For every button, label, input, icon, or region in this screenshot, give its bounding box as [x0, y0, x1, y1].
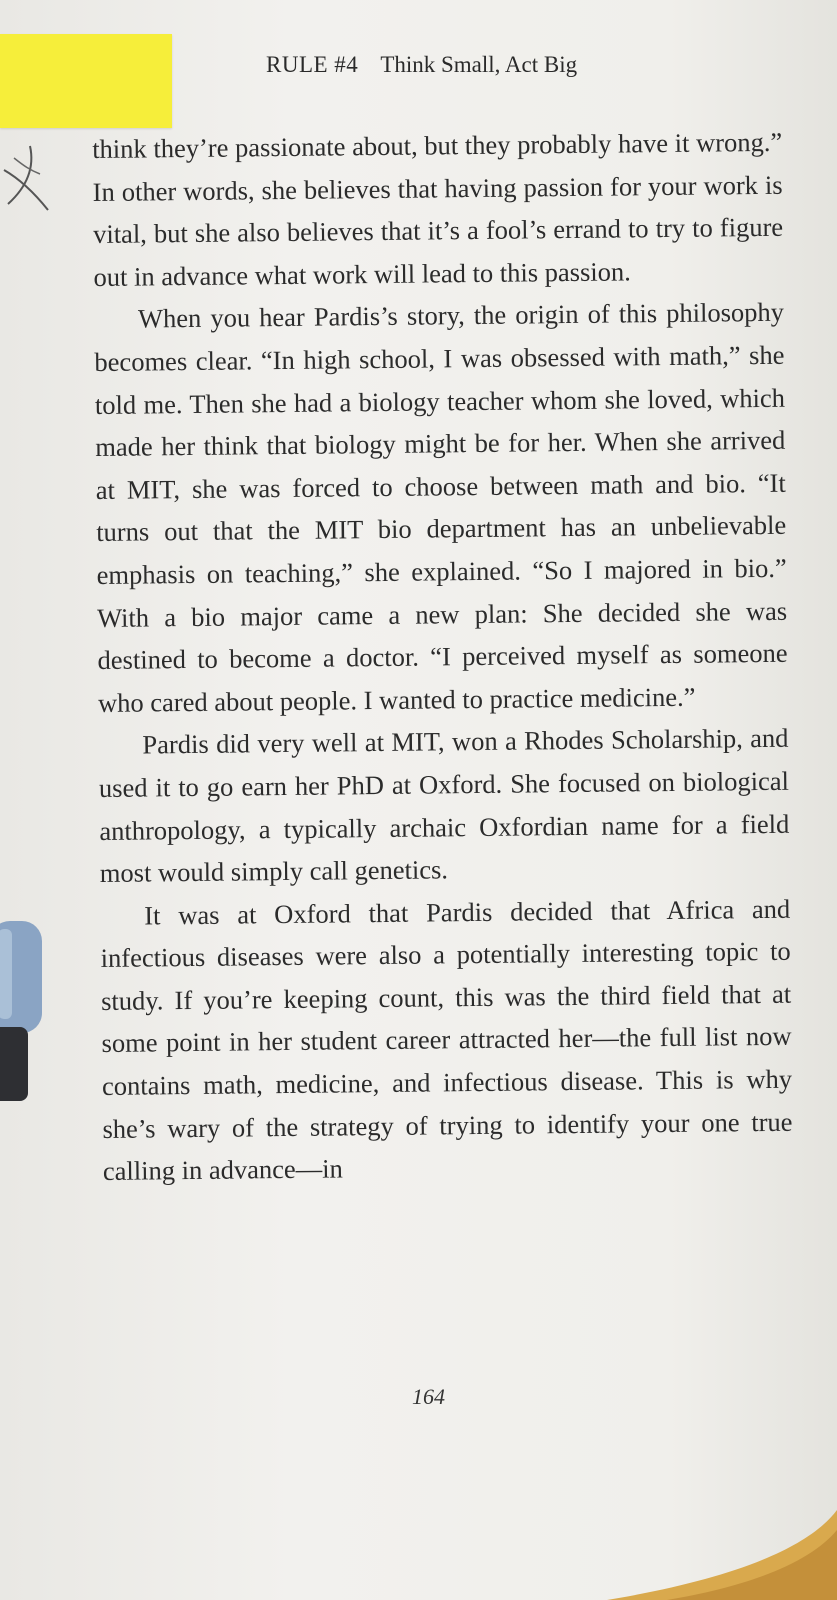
body-text	[92, 121, 793, 1193]
page-number: 164	[412, 1384, 445, 1409]
pencil-x-mark-icon	[0, 140, 60, 220]
paragraph: Pardis did very well at MIT, won a Rhodes Scholarship, and used it to go earn her PhD at Oxford. She focused on biological anthropology, a typically archaic Oxfordian name for a field most would simply call genetics.	[98, 723, 790, 889]
rule-label: RULE #4	[266, 52, 359, 77]
pen-icon	[0, 915, 48, 1105]
page-corner-curl	[607, 1510, 837, 1600]
running-head	[266, 52, 666, 78]
paragraph: It was at Oxford that Pardis decided that Africa and infectious diseases were also a potentially interesting topic to study. If you’re keeping count, this was the third field that at some point in her student career attracted her—the full list now contains math, medicine, and infectious disease. This is why she’s wary of the strategy of trying to identify your one true calling in advance—in	[100, 893, 793, 1187]
sticky-note	[0, 34, 172, 128]
chapter-title: Think Small, Act Big	[380, 52, 578, 77]
paragraph: When you hear Pardis’s story, the origin of this philosophy becomes clear. “In high school, I was obsessed with math,” she told me. Then she had a biology teacher whom she loved, which made her think that biology might be for her. When she arrived at MIT, she was forced to choose between math and bio. “It turns out that the MIT bio department has an unbelievable emphasis on teaching,” she explained. “So I majored in bio.” With a bio major came a new plan: She decided she was destined to become a doctor. “I perceived myself as someone who cared about people. I wanted to practice medicine.”	[94, 297, 788, 718]
paragraph: think they’re passionate about, but they probably have it wrong.” In other words, she believes that having passion for your work is vital, but she also believes that it’s a fool’s errand to try to figure out in advance what work will lead to this passion.	[92, 126, 784, 292]
